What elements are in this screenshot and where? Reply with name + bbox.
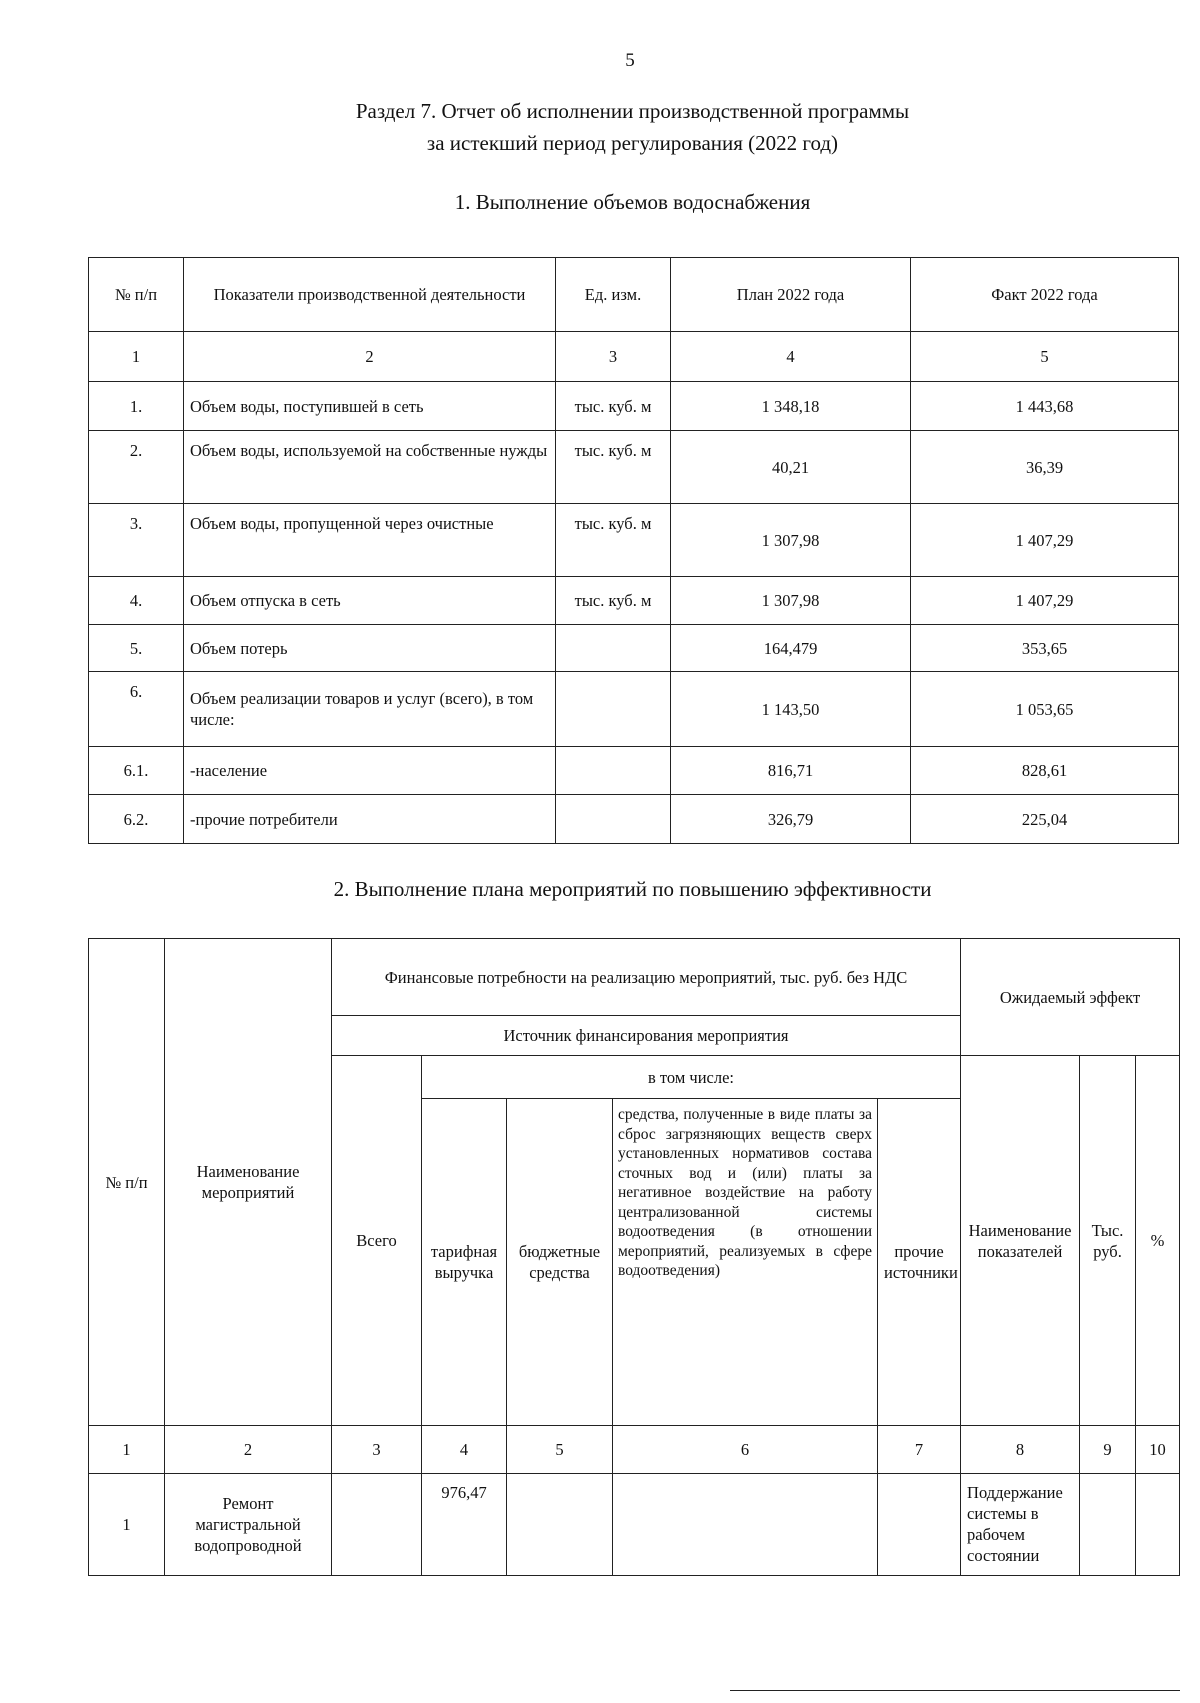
rub-value	[1080, 1474, 1136, 1576]
measure-name: Ремонт магистральной водопроводной	[165, 1474, 332, 1576]
row-number: 6.2.	[89, 795, 184, 844]
column-number: 3	[556, 332, 671, 382]
table-row	[89, 431, 1179, 504]
fact-value: 225,04	[911, 795, 1179, 844]
table-row	[89, 672, 1179, 747]
efficiency-measures-table	[88, 938, 1180, 1576]
budget-value	[507, 1474, 613, 1576]
page-number: 5	[625, 50, 635, 71]
indicator-name: Объем воды, поступившей в сеть	[184, 382, 556, 431]
fact-value: 353,65	[911, 625, 1179, 672]
header-indicator-name: Наименование показателей	[961, 1056, 1080, 1426]
column-number: 3	[332, 1426, 422, 1474]
header-cell: План 2022 года	[671, 258, 911, 332]
other-value	[878, 1474, 961, 1576]
unit-cell	[556, 795, 671, 844]
column-number-row	[89, 332, 1179, 382]
fact-value: 36,39	[911, 431, 1179, 504]
plan-value: 164,479	[671, 625, 911, 672]
column-number: 2	[165, 1426, 332, 1474]
header-expected-effect: Ожидаемый эффект	[961, 939, 1180, 1056]
plan-value: 40,21	[671, 431, 911, 504]
header-cell: № п/п	[89, 258, 184, 332]
unit-cell	[556, 672, 671, 747]
indicator-name: Объем отпуска в сеть	[184, 577, 556, 625]
unit-cell: тыс. куб. м	[556, 382, 671, 431]
row-number: 1	[89, 1474, 165, 1576]
table-row	[89, 747, 1179, 795]
column-number: 5	[507, 1426, 613, 1474]
table-header-row	[89, 258, 1179, 332]
column-number: 5	[911, 332, 1179, 382]
column-number: 4	[422, 1426, 507, 1474]
header-num: № п/п	[89, 939, 165, 1426]
row-number: 5.	[89, 625, 184, 672]
tariff-value: 976,47	[422, 1474, 507, 1576]
plan-value: 1 307,98	[671, 577, 911, 625]
section-heading	[0, 95, 1200, 159]
total-value	[332, 1474, 422, 1576]
unit-cell	[556, 747, 671, 795]
table-row	[89, 577, 1179, 625]
pollution-fees-text: средства, полученные в виде платы за сброс загрязняющих веществ сверх установленных нормативов состава сточных вод и (или) платы за негативное воздействие на работу централизованной системы водоотведения (в отношении мероприятий, реализуемых в сфере водоотведения)	[618, 1106, 872, 1279]
column-number: 4	[671, 332, 911, 382]
indicator-name: Объем воды, используемой на собственные нужды	[184, 431, 556, 504]
column-number: 9	[1080, 1426, 1136, 1474]
row-number: 3.	[89, 504, 184, 577]
table-row	[89, 382, 1179, 431]
header-total: Всего	[332, 1056, 422, 1426]
fees-value	[613, 1474, 878, 1576]
unit-cell: тыс. куб. м	[556, 504, 671, 577]
unit-cell: тыс. куб. м	[556, 577, 671, 625]
indicator-value: Поддержание системы в рабочем состоянии	[961, 1474, 1080, 1576]
unit-cell: тыс. куб. м	[556, 431, 671, 504]
row-number: 2.	[89, 431, 184, 504]
table-row	[89, 795, 1179, 844]
header-other-sources: прочие источники	[878, 1099, 961, 1426]
header-including: в том числе:	[422, 1056, 961, 1099]
column-number: 2	[184, 332, 556, 382]
column-number: 10	[1136, 1426, 1180, 1474]
column-number: 6	[613, 1426, 878, 1474]
plan-value: 816,71	[671, 747, 911, 795]
column-number: 7	[878, 1426, 961, 1474]
fact-value: 828,61	[911, 747, 1179, 795]
indicator-name: Объем реализации товаров и услуг (всего), в том числе:	[184, 672, 556, 747]
header-funding-source: Источник финансирования мероприятия	[332, 1016, 961, 1056]
unit-cell	[556, 625, 671, 672]
heading-line-2: за истекший период регулирования (2022 год)	[426, 131, 839, 155]
header-cell: Показатели производственной деятельности	[184, 258, 556, 332]
row-number: 6.1.	[89, 747, 184, 795]
column-number: 8	[961, 1426, 1080, 1474]
header-cell: Ед. изм.	[556, 258, 671, 332]
fact-value: 1 443,68	[911, 382, 1179, 431]
header-tariff-revenue: тарифная выручка	[422, 1099, 507, 1426]
fact-value: 1 053,65	[911, 672, 1179, 747]
header-measure-name: Наименование мероприятий	[165, 939, 332, 1426]
fact-value: 1 407,29	[911, 504, 1179, 577]
row-number: 1.	[89, 382, 184, 431]
column-number: 1	[89, 332, 184, 382]
plan-value: 1 348,18	[671, 382, 911, 431]
header-pollution-fees	[613, 1099, 878, 1426]
section1-title: 1. Выполнение объемов водоснабжения	[454, 190, 811, 214]
header-thousand-rub: Тыс. руб.	[1080, 1056, 1136, 1426]
water-supply-table	[88, 257, 1179, 844]
indicator-name: -прочие потребители	[184, 795, 556, 844]
row-number: 6.	[89, 672, 184, 747]
footer-divider	[730, 1690, 1180, 1691]
heading-line-1: Раздел 7. Отчет об исполнении производственной программы	[355, 99, 910, 123]
indicator-name: -население	[184, 747, 556, 795]
table-row	[89, 1474, 1180, 1576]
column-number: 1	[89, 1426, 165, 1474]
plan-value: 1 307,98	[671, 504, 911, 577]
header-row-1	[89, 939, 1180, 1016]
percent-value	[1136, 1474, 1180, 1576]
indicator-name: Объем воды, пропущенной через очистные	[184, 504, 556, 577]
fact-value: 1 407,29	[911, 577, 1179, 625]
section2-title: 2. Выполнение плана мероприятий по повышению эффективности	[333, 877, 932, 901]
header-financial-needs: Финансовые потребности на реализацию мероприятий, тыс. руб. без НДС	[332, 939, 961, 1016]
header-budget-funds: бюджетные средства	[507, 1099, 613, 1426]
row-number: 4.	[89, 577, 184, 625]
plan-value: 326,79	[671, 795, 911, 844]
table-row	[89, 625, 1179, 672]
table-row	[89, 504, 1179, 577]
plan-value: 1 143,50	[671, 672, 911, 747]
header-percent: %	[1136, 1056, 1180, 1426]
column-number-row	[89, 1426, 1180, 1474]
header-cell: Факт 2022 года	[911, 258, 1179, 332]
indicator-name: Объем потерь	[184, 625, 556, 672]
